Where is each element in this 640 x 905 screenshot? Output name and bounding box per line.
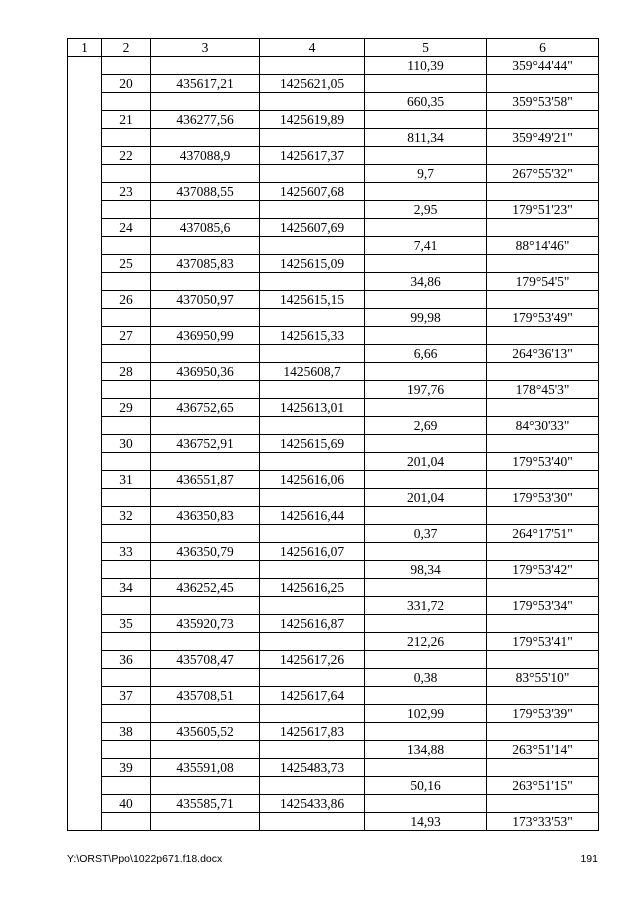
- angle-cell: 178°45'3": [487, 381, 599, 399]
- column-header: 1: [68, 39, 102, 57]
- table-row: [68, 597, 599, 615]
- empty-cell: [151, 633, 260, 651]
- x-coordinate-cell: 436252,45: [151, 579, 260, 597]
- empty-cell: [487, 723, 599, 741]
- empty-cell: [260, 705, 365, 723]
- angle-cell: 83°55'10": [487, 669, 599, 687]
- angle-cell: 179°53'39": [487, 705, 599, 723]
- empty-cell: [365, 111, 487, 129]
- table-row: [68, 93, 599, 111]
- x-coordinate-cell: 435708,51: [151, 687, 260, 705]
- point-number-cell: 25: [102, 255, 151, 273]
- table-row: [68, 183, 599, 201]
- distance-cell: 2,69: [365, 417, 487, 435]
- empty-cell: [487, 75, 599, 93]
- x-coordinate-cell: 437050,97: [151, 291, 260, 309]
- empty-cell: [151, 669, 260, 687]
- empty-cell: [151, 345, 260, 363]
- empty-cell: [102, 237, 151, 255]
- empty-cell: [102, 669, 151, 687]
- empty-cell: [151, 561, 260, 579]
- table-row: [68, 723, 599, 741]
- column-header: 6: [487, 39, 599, 57]
- empty-cell: [102, 813, 151, 831]
- x-coordinate-cell: 436277,56: [151, 111, 260, 129]
- table-row: [68, 75, 599, 93]
- y-coordinate-cell: 1425613,01: [260, 399, 365, 417]
- x-coordinate-cell: 436350,83: [151, 507, 260, 525]
- empty-cell: [151, 777, 260, 795]
- x-coordinate-cell: 437085,6: [151, 219, 260, 237]
- empty-cell: [365, 183, 487, 201]
- empty-cell: [365, 543, 487, 561]
- empty-cell: [487, 255, 599, 273]
- table-row: [68, 579, 599, 597]
- empty-cell: [365, 363, 487, 381]
- empty-cell: [260, 165, 365, 183]
- table-row: [68, 111, 599, 129]
- empty-cell: [365, 327, 487, 345]
- point-number-cell: 32: [102, 507, 151, 525]
- table-row: [68, 705, 599, 723]
- table-row: [68, 615, 599, 633]
- empty-cell: [260, 741, 365, 759]
- empty-cell: [487, 435, 599, 453]
- table-row: [68, 381, 599, 399]
- empty-cell: [365, 147, 487, 165]
- empty-cell: [365, 687, 487, 705]
- empty-cell: [365, 759, 487, 777]
- y-coordinate-cell: 1425615,69: [260, 435, 365, 453]
- empty-cell: [102, 561, 151, 579]
- empty-cell: [260, 777, 365, 795]
- distance-cell: 201,04: [365, 489, 487, 507]
- angle-cell: 173°33'53": [487, 813, 599, 831]
- table-row: [68, 273, 599, 291]
- empty-cell: [260, 237, 365, 255]
- table-row: [68, 687, 599, 705]
- x-coordinate-cell: 437085,83: [151, 255, 260, 273]
- empty-cell: [260, 57, 365, 75]
- table-row: [68, 669, 599, 687]
- empty-cell: [102, 453, 151, 471]
- empty-cell: [260, 129, 365, 147]
- empty-cell: [151, 597, 260, 615]
- empty-cell: [102, 345, 151, 363]
- angle-cell: 359°53'58": [487, 93, 599, 111]
- angle-cell: 179°54'5": [487, 273, 599, 291]
- empty-cell: [260, 561, 365, 579]
- point-number-cell: 36: [102, 651, 151, 669]
- empty-cell: [102, 93, 151, 111]
- x-coordinate-cell: 435605,52: [151, 723, 260, 741]
- table-row: [68, 201, 599, 219]
- point-number-cell: 29: [102, 399, 151, 417]
- point-number-cell: 20: [102, 75, 151, 93]
- x-coordinate-cell: 436950,99: [151, 327, 260, 345]
- empty-cell: [151, 57, 260, 75]
- empty-cell: [260, 489, 365, 507]
- distance-cell: 102,99: [365, 705, 487, 723]
- empty-cell: [151, 525, 260, 543]
- x-coordinate-cell: 437088,55: [151, 183, 260, 201]
- point-number-cell: 23: [102, 183, 151, 201]
- table-row: [68, 57, 599, 75]
- empty-cell: [260, 93, 365, 111]
- table-row: [68, 219, 599, 237]
- distance-cell: 50,16: [365, 777, 487, 795]
- table-row: [68, 453, 599, 471]
- x-coordinate-cell: 435585,71: [151, 795, 260, 813]
- table-row: [68, 813, 599, 831]
- empty-cell: [365, 255, 487, 273]
- angle-cell: 359°49'21": [487, 129, 599, 147]
- point-number-cell: 24: [102, 219, 151, 237]
- y-coordinate-cell: 1425616,87: [260, 615, 365, 633]
- y-coordinate-cell: 1425433,86: [260, 795, 365, 813]
- distance-cell: 2,95: [365, 201, 487, 219]
- table-row: [68, 633, 599, 651]
- empty-cell: [365, 399, 487, 417]
- point-number-cell: 34: [102, 579, 151, 597]
- empty-cell: [151, 705, 260, 723]
- empty-cell: [102, 705, 151, 723]
- point-number-cell: 28: [102, 363, 151, 381]
- distance-cell: 99,98: [365, 309, 487, 327]
- empty-cell: [102, 633, 151, 651]
- y-coordinate-cell: 1425607,69: [260, 219, 365, 237]
- table-row: [68, 165, 599, 183]
- point-number-cell: 35: [102, 615, 151, 633]
- distance-cell: 9,7: [365, 165, 487, 183]
- column-header: 5: [365, 39, 487, 57]
- empty-cell: [487, 507, 599, 525]
- distance-cell: 6,66: [365, 345, 487, 363]
- empty-cell: [487, 327, 599, 345]
- empty-cell: [260, 669, 365, 687]
- y-coordinate-cell: 1425616,07: [260, 543, 365, 561]
- point-number-cell: 40: [102, 795, 151, 813]
- table-row: [68, 543, 599, 561]
- empty-cell: [260, 813, 365, 831]
- empty-cell: [487, 543, 599, 561]
- table-row: [68, 147, 599, 165]
- point-number-cell: 30: [102, 435, 151, 453]
- point-number-cell: 33: [102, 543, 151, 561]
- empty-cell: [365, 723, 487, 741]
- empty-cell: [260, 345, 365, 363]
- empty-cell: [487, 363, 599, 381]
- y-coordinate-cell: 1425616,25: [260, 579, 365, 597]
- angle-cell: 263°51'15": [487, 777, 599, 795]
- table-row: [68, 417, 599, 435]
- x-coordinate-cell: 436752,65: [151, 399, 260, 417]
- y-coordinate-cell: 1425616,44: [260, 507, 365, 525]
- distance-cell: 34,86: [365, 273, 487, 291]
- point-number-cell: 37: [102, 687, 151, 705]
- y-coordinate-cell: 1425617,83: [260, 723, 365, 741]
- empty-cell: [151, 489, 260, 507]
- y-coordinate-cell: 1425615,09: [260, 255, 365, 273]
- table-row: [68, 435, 599, 453]
- table-row: [68, 489, 599, 507]
- empty-cell: [151, 741, 260, 759]
- empty-cell: [365, 471, 487, 489]
- empty-cell: [487, 111, 599, 129]
- distance-cell: 14,93: [365, 813, 487, 831]
- distance-cell: 331,72: [365, 597, 487, 615]
- distance-cell: 0,38: [365, 669, 487, 687]
- table-row: [68, 327, 599, 345]
- angle-cell: 179°53'40": [487, 453, 599, 471]
- table-row: [68, 795, 599, 813]
- table-header-row: [68, 39, 599, 57]
- empty-cell: [151, 201, 260, 219]
- distance-cell: 197,76: [365, 381, 487, 399]
- angle-cell: 263°51'14": [487, 741, 599, 759]
- x-coordinate-cell: 435591,08: [151, 759, 260, 777]
- angle-cell: 179°53'42": [487, 561, 599, 579]
- empty-cell: [102, 417, 151, 435]
- empty-cell: [365, 579, 487, 597]
- distance-cell: 811,34: [365, 129, 487, 147]
- empty-cell: [365, 651, 487, 669]
- distance-cell: 98,34: [365, 561, 487, 579]
- table-row: [68, 561, 599, 579]
- empty-cell: [487, 147, 599, 165]
- empty-cell: [260, 417, 365, 435]
- table-row: [68, 345, 599, 363]
- empty-cell: [365, 219, 487, 237]
- distance-cell: 212,26: [365, 633, 487, 651]
- empty-cell: [365, 75, 487, 93]
- empty-cell: [151, 237, 260, 255]
- table-row: [68, 399, 599, 417]
- table-row: [68, 291, 599, 309]
- y-coordinate-cell: 1425616,06: [260, 471, 365, 489]
- column-header: 3: [151, 39, 260, 57]
- table-row: [68, 129, 599, 147]
- x-coordinate-cell: 436551,87: [151, 471, 260, 489]
- empty-cell: [260, 453, 365, 471]
- x-coordinate-cell: 435920,73: [151, 615, 260, 633]
- empty-cell: [260, 201, 365, 219]
- angle-cell: 179°53'30": [487, 489, 599, 507]
- empty-cell: [102, 381, 151, 399]
- table-row: [68, 255, 599, 273]
- angle-cell: 267°55'32": [487, 165, 599, 183]
- empty-cell: [487, 183, 599, 201]
- coordinates-table: [67, 38, 599, 831]
- distance-cell: 0,37: [365, 525, 487, 543]
- distance-cell: 660,35: [365, 93, 487, 111]
- y-coordinate-cell: 1425621,05: [260, 75, 365, 93]
- y-coordinate-cell: 1425619,89: [260, 111, 365, 129]
- y-coordinate-cell: 1425617,64: [260, 687, 365, 705]
- table-row: [68, 741, 599, 759]
- empty-cell: [365, 435, 487, 453]
- angle-cell: 179°53'41": [487, 633, 599, 651]
- empty-cell: [151, 453, 260, 471]
- y-coordinate-cell: 1425617,37: [260, 147, 365, 165]
- point-number-cell: 26: [102, 291, 151, 309]
- table-row: [68, 363, 599, 381]
- table-row: [68, 777, 599, 795]
- empty-cell: [487, 579, 599, 597]
- column-header: 4: [260, 39, 365, 57]
- empty-cell: [102, 597, 151, 615]
- angle-cell: 179°51'23": [487, 201, 599, 219]
- empty-cell: [487, 795, 599, 813]
- y-coordinate-cell: 1425617,26: [260, 651, 365, 669]
- table-row: [68, 507, 599, 525]
- distance-cell: 134,88: [365, 741, 487, 759]
- empty-cell: [365, 507, 487, 525]
- empty-cell: [151, 129, 260, 147]
- empty-cell: [151, 309, 260, 327]
- distance-cell: 110,39: [365, 57, 487, 75]
- table-row: [68, 651, 599, 669]
- angle-cell: 179°53'49": [487, 309, 599, 327]
- column-header: 2: [102, 39, 151, 57]
- point-number-cell: 22: [102, 147, 151, 165]
- empty-cell: [102, 525, 151, 543]
- angle-cell: 88°14'46": [487, 237, 599, 255]
- empty-cell: [487, 687, 599, 705]
- table-row: [68, 237, 599, 255]
- y-coordinate-cell: 1425608,7: [260, 363, 365, 381]
- footer-file-path: Y:\ORST\Ppo\1022p671.f18.docx: [67, 853, 223, 865]
- angle-cell: 264°17'51": [487, 525, 599, 543]
- empty-cell: [487, 615, 599, 633]
- empty-cell: [102, 129, 151, 147]
- empty-cell: [365, 291, 487, 309]
- empty-cell: [260, 381, 365, 399]
- y-coordinate-cell: 1425615,33: [260, 327, 365, 345]
- empty-cell: [102, 489, 151, 507]
- empty-cell: [151, 273, 260, 291]
- empty-cell: [102, 741, 151, 759]
- y-coordinate-cell: 1425607,68: [260, 183, 365, 201]
- empty-cell: [102, 165, 151, 183]
- empty-cell: [487, 759, 599, 777]
- empty-cell: [260, 597, 365, 615]
- table-row: [68, 759, 599, 777]
- y-coordinate-cell: 1425615,15: [260, 291, 365, 309]
- empty-cell: [151, 813, 260, 831]
- empty-cell: [365, 615, 487, 633]
- y-coordinate-cell: 1425483,73: [260, 759, 365, 777]
- x-coordinate-cell: 437088,9: [151, 147, 260, 165]
- point-number-cell: 21: [102, 111, 151, 129]
- x-coordinate-cell: 436752,91: [151, 435, 260, 453]
- point-number-cell: 27: [102, 327, 151, 345]
- distance-cell: 7,41: [365, 237, 487, 255]
- empty-cell: [102, 273, 151, 291]
- empty-cell: [102, 201, 151, 219]
- point-number-cell: 39: [102, 759, 151, 777]
- empty-cell: [102, 777, 151, 795]
- empty-cell: [151, 381, 260, 399]
- table-row: [68, 525, 599, 543]
- empty-cell: [260, 525, 365, 543]
- empty-cell: [365, 795, 487, 813]
- column-1-merged-cell: [68, 57, 102, 831]
- footer-page-number: 191: [580, 853, 598, 865]
- empty-cell: [487, 219, 599, 237]
- empty-cell: [260, 309, 365, 327]
- angle-cell: 359°44'44": [487, 57, 599, 75]
- angle-cell: 264°36'13": [487, 345, 599, 363]
- empty-cell: [260, 273, 365, 291]
- empty-cell: [102, 309, 151, 327]
- table-body: [68, 39, 599, 831]
- empty-cell: [487, 651, 599, 669]
- empty-cell: [151, 165, 260, 183]
- distance-cell: 201,04: [365, 453, 487, 471]
- x-coordinate-cell: 435708,47: [151, 651, 260, 669]
- table-row: [68, 309, 599, 327]
- x-coordinate-cell: 435617,21: [151, 75, 260, 93]
- point-number-cell: 31: [102, 471, 151, 489]
- empty-cell: [151, 93, 260, 111]
- x-coordinate-cell: 436950,36: [151, 363, 260, 381]
- empty-cell: [260, 633, 365, 651]
- empty-cell: [487, 399, 599, 417]
- empty-cell: [487, 291, 599, 309]
- angle-cell: 179°53'34": [487, 597, 599, 615]
- empty-cell: [151, 417, 260, 435]
- x-coordinate-cell: 436350,79: [151, 543, 260, 561]
- point-number-cell: 38: [102, 723, 151, 741]
- empty-cell: [487, 471, 599, 489]
- empty-cell: [102, 57, 151, 75]
- table-row: [68, 471, 599, 489]
- angle-cell: 84°30'33": [487, 417, 599, 435]
